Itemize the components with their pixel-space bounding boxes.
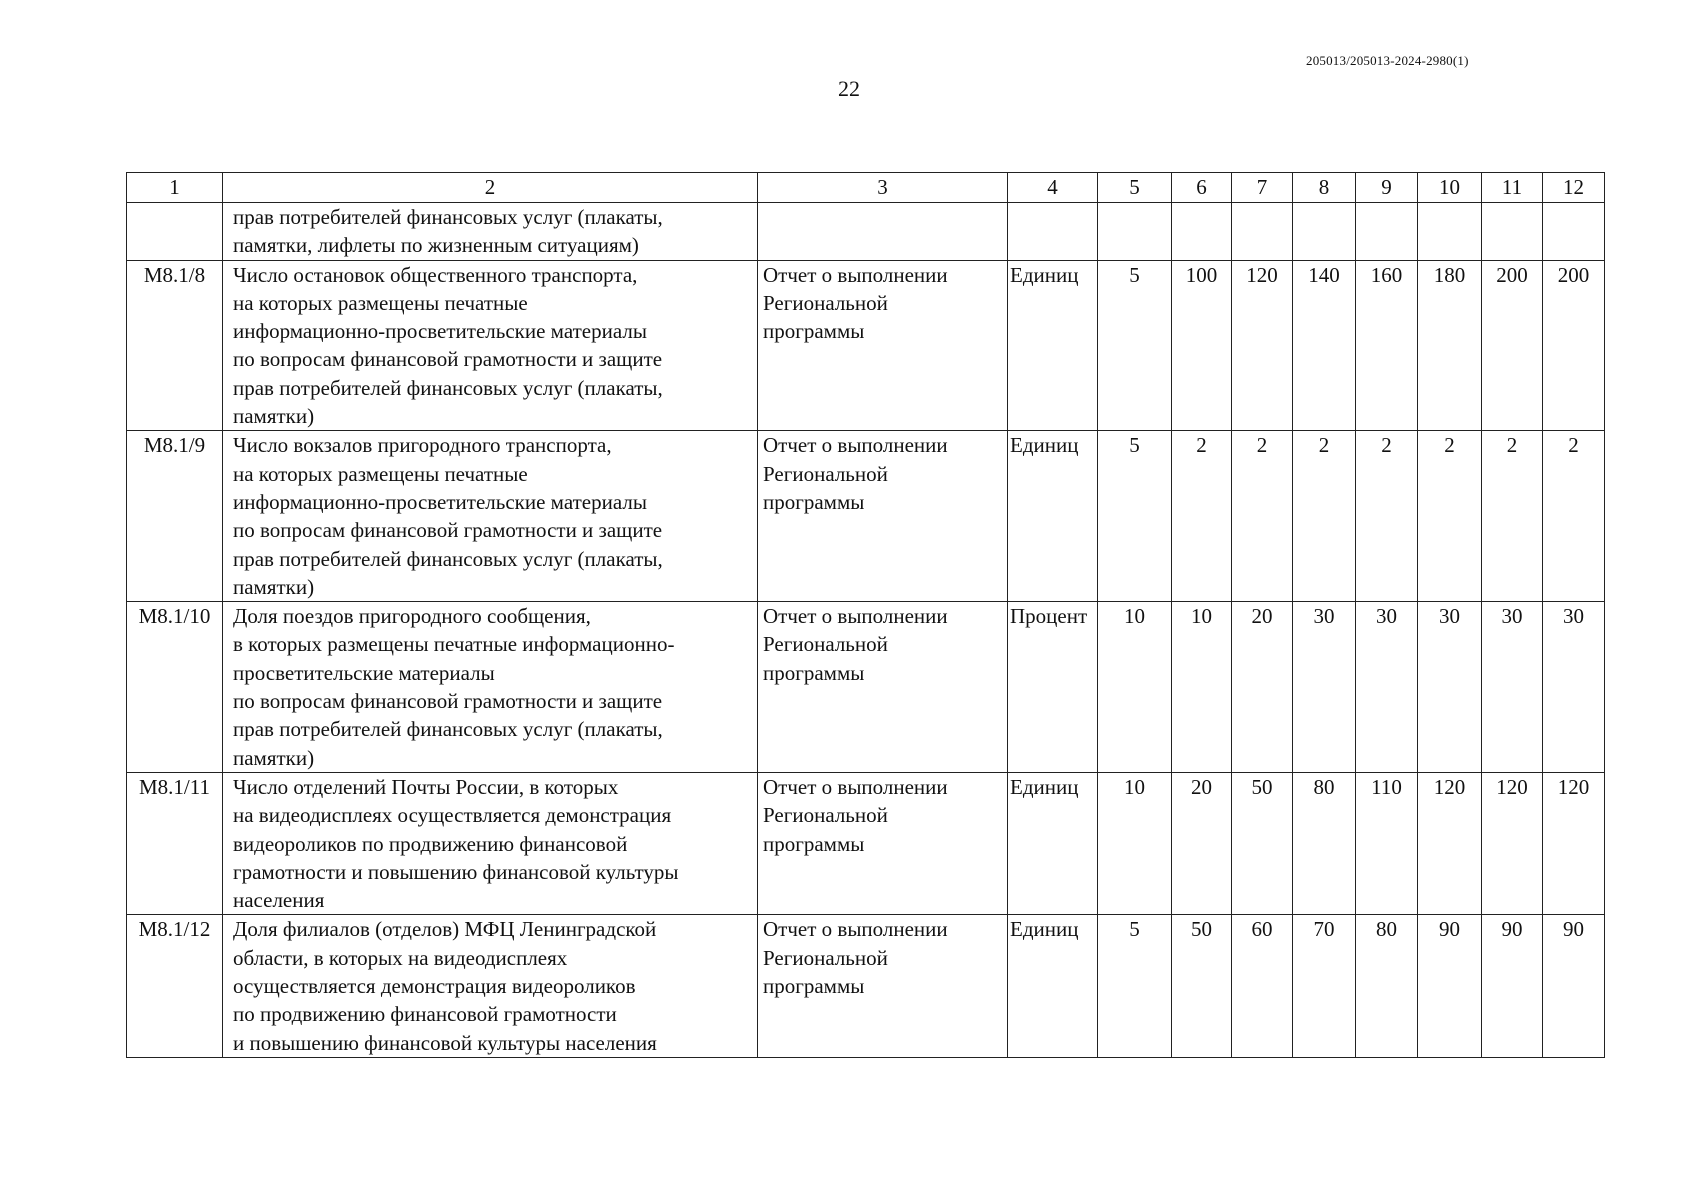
cell-value: 120 [1232, 260, 1293, 431]
cell-unit: Единиц [1008, 915, 1098, 1057]
cell-value: 30 [1418, 602, 1482, 773]
cell-value: 50 [1172, 915, 1232, 1057]
cell-value: 5 [1098, 260, 1172, 431]
cell-source: Отчет о выполнении Региональной программы [758, 915, 1008, 1057]
header-row [127, 173, 1605, 203]
cell-value: 120 [1482, 772, 1543, 914]
column-header: 3 [758, 173, 1008, 203]
cell-value: 10 [1172, 602, 1232, 773]
cell-value: 30 [1356, 602, 1418, 773]
cell-value [1356, 203, 1418, 261]
cell-value: 2 [1543, 431, 1605, 602]
column-header: 10 [1418, 173, 1482, 203]
cell-value: 30 [1482, 602, 1543, 773]
cell-code: М8.1/9 [127, 431, 223, 602]
cell-value: 200 [1482, 260, 1543, 431]
cell-source: Отчет о выполнении Региональной программы [758, 602, 1008, 773]
table-row [127, 915, 1605, 1057]
cell-value: 90 [1418, 915, 1482, 1057]
cell-value: 5 [1098, 431, 1172, 602]
cell-description: Доля поездов пригородного сообщения, в которых размещены печатные информационно- просветительские материалы по вопросам финансовой грамотности и защите прав потребителей финансовых услуг (плакаты, памятки) [223, 602, 758, 773]
cell-value: 30 [1543, 602, 1605, 773]
cell-value: 100 [1172, 260, 1232, 431]
cell-value [1293, 203, 1356, 261]
cell-value: 50 [1232, 772, 1293, 914]
cell-description: Доля филиалов (отделов) МФЦ Ленинградской области, в которых на видеодисплеях осуществляется демонстрация видеороликов по продвижению финансовой грамотности и повышению финансовой культуры населения [223, 915, 758, 1057]
cell-unit: Единиц [1008, 431, 1098, 602]
cell-value: 60 [1232, 915, 1293, 1057]
cell-description: Число вокзалов пригородного транспорта, на которых размещены печатные информационно-просветительские материалы по вопросам финансовой грамотности и защите прав потребителей финансовых услуг (плакаты, памятки) [223, 431, 758, 602]
table-row [127, 602, 1605, 773]
table-row [127, 260, 1605, 431]
cell-value: 90 [1482, 915, 1543, 1057]
cell-value: 2 [1293, 431, 1356, 602]
cell-value: 20 [1232, 602, 1293, 773]
cell-value: 2 [1172, 431, 1232, 602]
cell-value: 140 [1293, 260, 1356, 431]
cell-code: М8.1/10 [127, 602, 223, 773]
cell-value: 2 [1232, 431, 1293, 602]
cell-value: 10 [1098, 602, 1172, 773]
cell-value: 5 [1098, 915, 1172, 1057]
page-number: 22 [838, 76, 860, 101]
column-header: 2 [223, 173, 758, 203]
indicators-table [126, 172, 1605, 1058]
cell-value: 2 [1482, 431, 1543, 602]
column-header: 11 [1482, 173, 1543, 203]
cell-unit [1008, 203, 1098, 261]
cell-code: М8.1/8 [127, 260, 223, 431]
column-header: 9 [1356, 173, 1418, 203]
cell-value [1172, 203, 1232, 261]
cell-value: 120 [1418, 772, 1482, 914]
document-id: 205013/205013-2024-2980(1) [1306, 53, 1469, 68]
table-row [127, 431, 1605, 602]
cell-source: Отчет о выполнении Региональной программы [758, 260, 1008, 431]
cell-source: Отчет о выполнении Региональной программы [758, 431, 1008, 602]
cell-value: 160 [1356, 260, 1418, 431]
cell-code: М8.1/11 [127, 772, 223, 914]
column-header: 1 [127, 173, 223, 203]
column-header: 4 [1008, 173, 1098, 203]
cell-value [1543, 203, 1605, 261]
cell-code [127, 203, 223, 261]
cell-unit: Единиц [1008, 260, 1098, 431]
column-header: 8 [1293, 173, 1356, 203]
cell-value: 200 [1543, 260, 1605, 431]
cell-value [1418, 203, 1482, 261]
cell-value: 120 [1543, 772, 1605, 914]
continuation-row [127, 203, 1605, 261]
cell-value [1098, 203, 1172, 261]
cell-source: Отчет о выполнении Региональной программы [758, 772, 1008, 914]
column-header: 5 [1098, 173, 1172, 203]
column-header: 12 [1543, 173, 1605, 203]
cell-value: 80 [1293, 772, 1356, 914]
cell-value: 2 [1418, 431, 1482, 602]
cell-value [1232, 203, 1293, 261]
cell-value: 70 [1293, 915, 1356, 1057]
cell-source [758, 203, 1008, 261]
cell-value: 30 [1293, 602, 1356, 773]
column-header: 7 [1232, 173, 1293, 203]
cell-value: 10 [1098, 772, 1172, 914]
column-header: 6 [1172, 173, 1232, 203]
cell-description: Число остановок общественного транспорта, на которых размещены печатные информационно-просветительские материалы по вопросам финансовой грамотности и защите прав потребителей финансовых услуг (плакаты, памятки) [223, 260, 758, 431]
cell-description: Число отделений Почты России, в которых на видеодисплеях осуществляется демонстрация видеороликов по продвижению финансовой грамотности и повышению финансовой культуры населения [223, 772, 758, 914]
table-body [127, 173, 1605, 1058]
cell-value [1482, 203, 1543, 261]
table-row [127, 772, 1605, 914]
cell-unit: Процент [1008, 602, 1098, 773]
cell-value: 110 [1356, 772, 1418, 914]
cell-value: 90 [1543, 915, 1605, 1057]
cell-unit: Единиц [1008, 772, 1098, 914]
cell-value: 2 [1356, 431, 1418, 602]
cell-value: 180 [1418, 260, 1482, 431]
cell-description: прав потребителей финансовых услуг (плакаты, памятки, лифлеты по жизненным ситуациям) [223, 203, 758, 261]
cell-code: М8.1/12 [127, 915, 223, 1057]
cell-value: 20 [1172, 772, 1232, 914]
cell-value: 80 [1356, 915, 1418, 1057]
